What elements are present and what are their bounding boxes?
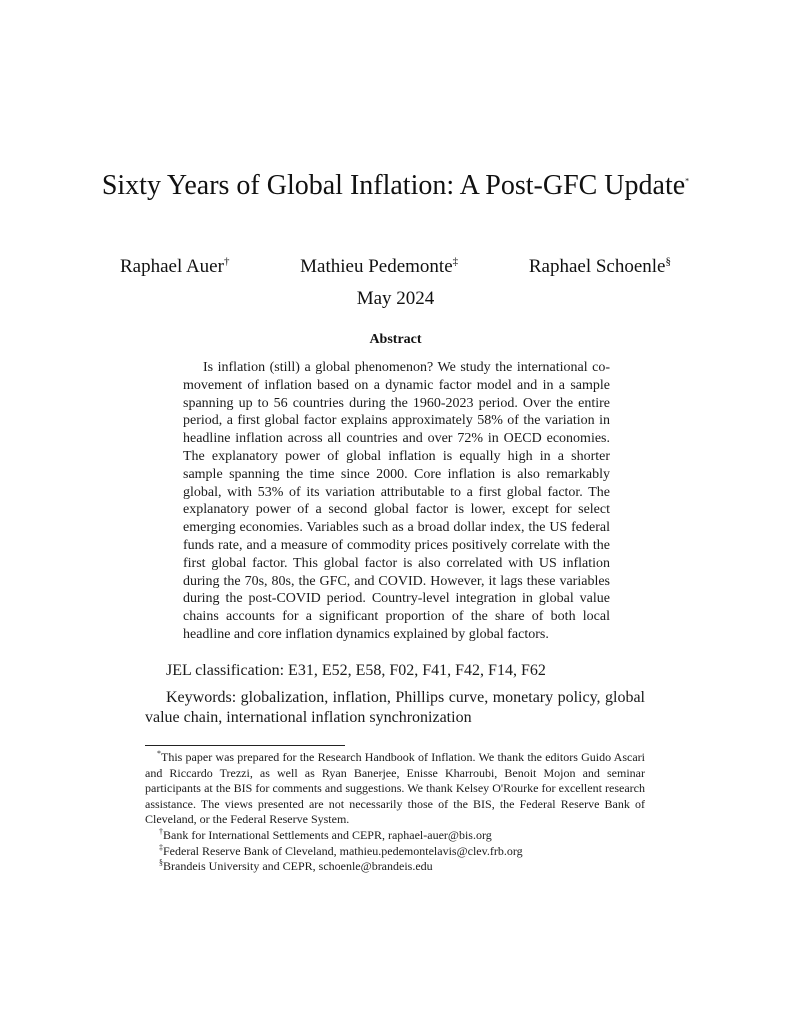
keywords-text: Keywords: globalization, inflation, Phillips curve, monetary policy, global value chain, international inflation synchronization (145, 689, 645, 726)
author-name: Raphael Schoenle (528, 256, 666, 277)
paper-title (100, 168, 691, 203)
author (300, 256, 458, 278)
acknowledgement-footnote (145, 750, 645, 828)
affiliation-footnote (145, 859, 645, 875)
author-footnote-mark: † (223, 255, 230, 268)
title-footnote-mark: * (685, 176, 690, 186)
footnotes (145, 750, 645, 875)
footnote-mark: ‡ (159, 842, 163, 852)
affiliation-footnote (145, 828, 645, 844)
author-name: Raphael Auer (120, 256, 224, 277)
footnote-mark: § (159, 858, 163, 868)
publication-date: May 2024 (356, 288, 435, 309)
footnote-text: Federal Reserve Bank of Cleveland, mathieu.pedemontelavis@clev.frb.org (163, 843, 523, 858)
abstract-text: Is inflation (still) a global phenomenon? We study the international co-movement of inflation based on a dynamic factor model and in a sample spanning up to 56 countries during the 1960-2023 period. Over the entire period, a first global factor explains approximately 58% of the variation in headline inflation across all countries and over 72% in OECD economies. The explanatory power of global inflation is equally high in a shorter sample spanning the time since 2000. Core inflation is also remarkably global, with 53% of its variation attributable to a first global factor. The explanatory power of a second global factor is lower, except for select emerging economies. Variables such as a broad dollar index, the US federal funds rate, and a measure of commodity prices positively correlate with the first global factor. This global factor is also correlated with US inflation during the 70s, 80s, the GFC, and COVID. However, it lags these variables during the post-COVID period. Country-level integration in global value chains accounts for a significant proportion of the share of both local headline and core inflation dynamics explained by global factors. (183, 360, 610, 642)
footnote-text: Bank for International Settlements and CEPR, raphael-auer@bis.org (163, 827, 492, 842)
affiliation-footnote (145, 844, 645, 860)
footnote-text: This paper was prepared for the Research Handbook of Inflation. We thank the editors Guido Ascari and Riccardo Trezzi, as well as Ryan Banerjee, Enisse Kharroubi, Benoit Mojon and seminar participants at the BIS for comments and suggestions. We thank Kelsey O'Rourke for excellent research assistance. The views presented are not necessarily those of the BIS, the Federal Reserve Bank of Cleveland, or the Federal Reserve System. (145, 750, 645, 827)
footnote-divider (145, 745, 345, 746)
author (529, 256, 671, 278)
jel-classification: JEL classification: E31, E52, E58, F02, F41, F42, F14, F62 (166, 662, 546, 679)
footnote-mark: * (157, 749, 161, 758)
footnote-text: Brandeis University and CEPR, schoenle@brandeis.edu (163, 859, 433, 874)
author-footnote-mark: § (665, 255, 671, 268)
abstract-heading: Abstract (369, 332, 422, 347)
author-name: Mathieu Pedemonte (300, 256, 453, 277)
abstract-body (183, 359, 610, 644)
footnote-mark: † (159, 826, 163, 836)
keywords (145, 688, 645, 728)
title-text: Sixty Years of Global Inflation: A Post-GFC Update (101, 170, 686, 201)
author-list (120, 256, 671, 278)
author-footnote-mark: ‡ (452, 255, 459, 268)
author (120, 256, 229, 278)
